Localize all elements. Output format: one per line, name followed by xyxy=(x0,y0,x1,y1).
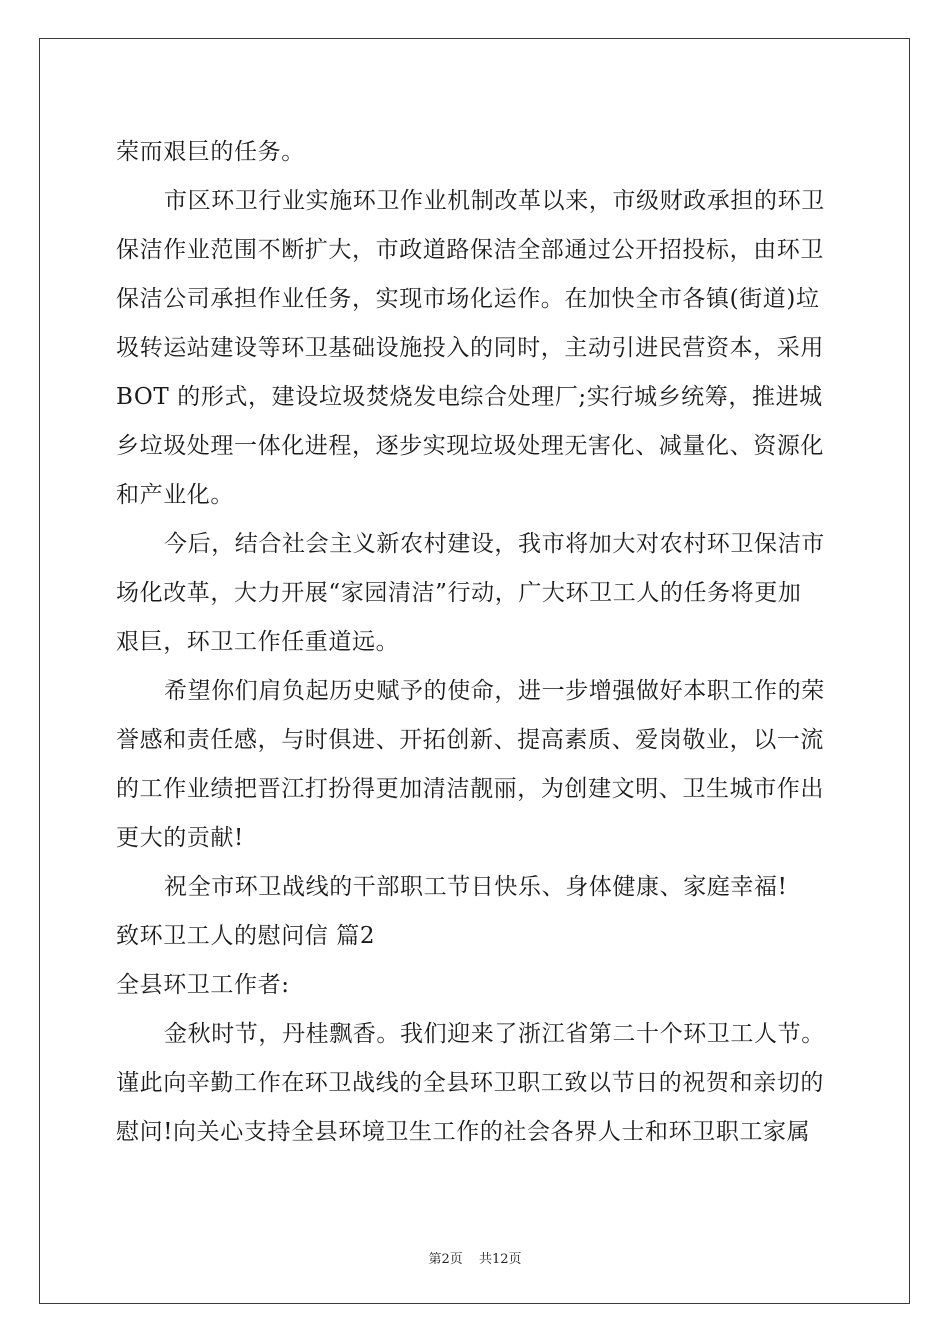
text-line: BOT 的形式，建设垃圾焚烧发电综合处理厂;实行城乡统筹，推进城 xyxy=(116,384,823,410)
page-number: 第2页 xyxy=(428,1252,463,1267)
text-line: 金秋时节，丹桂飘香。我们迎来了浙江省第二十个环卫工人节。 xyxy=(164,1021,825,1047)
page-total: 共12页 xyxy=(478,1252,522,1267)
text-line: 谨此向辛勤工作在环卫战线的全县环卫职工致以节日的祝贺和亲切的 xyxy=(116,1070,824,1096)
text-line: 誉感和责任感，与时俱进、开拓创新、提高素质、爱岗敬业，以一流 xyxy=(116,727,824,753)
text-line: 保洁公司承担作业任务，实现市场化运作。在加快全市各镇(街道)垃 xyxy=(116,286,820,312)
text-line: 场化改革，大力开展“家园清洁”行动，广大环卫工人的任务将更加 xyxy=(116,580,802,606)
text-line: 和产业化。 xyxy=(116,482,234,508)
text-line: 保洁作业范围不断扩大，市政道路保洁全部通过公开招投标，由环卫 xyxy=(116,237,824,263)
text-line: 圾转运站建设等环卫基础设施投入的同时，主动引进民营资本，采用 xyxy=(116,335,824,361)
document-body xyxy=(116,128,836,1157)
text-line: 荣而艰巨的任务。 xyxy=(116,139,305,165)
text-line: 乡垃圾处理一体化进程，逐步实现垃圾处理无害化、减量化、资源化 xyxy=(116,433,824,459)
text-line: 慰问!向关心支持全县环境卫生工作的社会各界人士和环卫职工家属 xyxy=(116,1119,811,1145)
text-line: 艰巨，环卫工作任重道远。 xyxy=(116,629,400,655)
salutation: 全县环卫工作者: xyxy=(116,972,290,998)
text-line: 的工作业绩把晋江打扮得更加清洁靓丽，为创建文明、卫生城市作出 xyxy=(116,776,824,802)
text-line: 更大的贡献! xyxy=(116,825,244,851)
text-line: 今后，结合社会主义新农村建设，我市将加大对农村环卫保洁市 xyxy=(164,531,825,557)
page-footer xyxy=(0,1248,950,1267)
text-line: 希望你们肩负起历史赋予的使命，进一步增强做好本职工作的荣 xyxy=(164,678,825,704)
text-line: 市区环卫行业实施环卫作业机制改革以来，市级财政承担的环卫 xyxy=(164,188,825,214)
section-heading: 致环卫工人的慰问信 篇2 xyxy=(116,923,376,949)
text-line: 祝全市环卫战线的干部职工节日快乐、身体健康、家庭幸福! xyxy=(164,874,788,900)
